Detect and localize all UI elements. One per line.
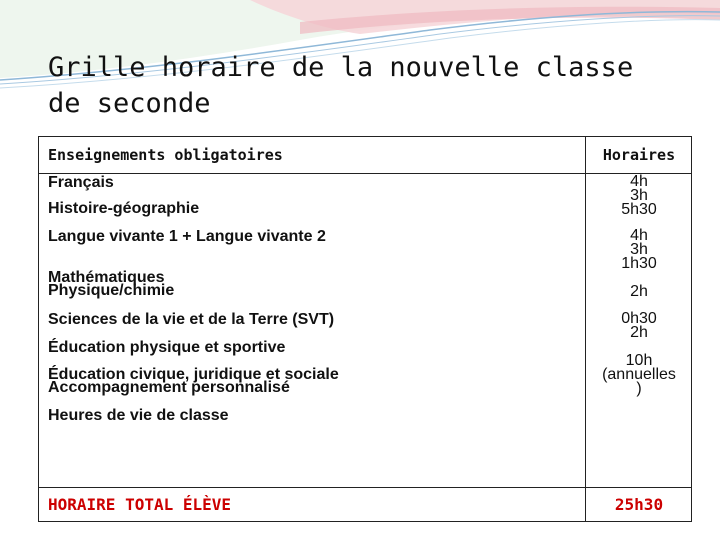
hours-value: 10h — [625, 352, 653, 369]
hours-group-3 — [585, 285, 693, 299]
total-value: 25h30 — [614, 495, 664, 514]
subject-svt: Sciences de la vie et de la Terre (SVT) — [48, 311, 335, 328]
hours-value: 3h — [630, 241, 648, 258]
schedule-table — [38, 136, 692, 522]
subject-education-civique: Éducation civique, juridique et sociale — [48, 366, 339, 383]
subject-physique-chimie: Physique/chimie — [48, 282, 175, 299]
subjects-header: Enseignements obligatoires — [48, 146, 283, 164]
hours-value: 4h — [630, 173, 648, 190]
hours-value: 0h30 — [621, 310, 657, 327]
subject-mathematiques: Mathématiques — [48, 269, 165, 286]
hours-group-2 — [585, 229, 693, 271]
hours-value: 3h — [630, 187, 648, 204]
hours-value: (annuelles — [602, 366, 676, 383]
hours-value: 5h30 — [621, 201, 657, 218]
subject-vie-de-classe: Heures de vie de classe — [48, 407, 229, 424]
hours-value: ) — [636, 380, 642, 397]
subject-accompagnement: Accompagnement personnalisé — [48, 379, 290, 396]
subject-francais: Français — [48, 174, 114, 191]
hours-group-5 — [585, 354, 693, 396]
total-label: HORAIRE TOTAL ÉLÈVE — [48, 495, 232, 514]
hours-value: 1h30 — [621, 255, 657, 272]
page-title: Grille horaire de la nouvelle classe de seconde — [48, 52, 634, 119]
hours-header: Horaires — [602, 146, 676, 164]
total-divider — [39, 487, 691, 488]
hours-group-1 — [585, 175, 693, 217]
hours-value: 4h — [630, 227, 648, 244]
hours-group-4 — [585, 312, 693, 340]
subject-eps: Éducation physique et sportive — [48, 339, 286, 356]
hours-value: 2h — [630, 324, 648, 341]
header-divider — [39, 173, 691, 174]
subject-langues-vivantes: Langue vivante 1 + Langue vivante 2 — [48, 228, 326, 245]
hours-value: 2h — [630, 283, 648, 300]
subject-histoire-geographie: Histoire-géographie — [48, 200, 200, 217]
